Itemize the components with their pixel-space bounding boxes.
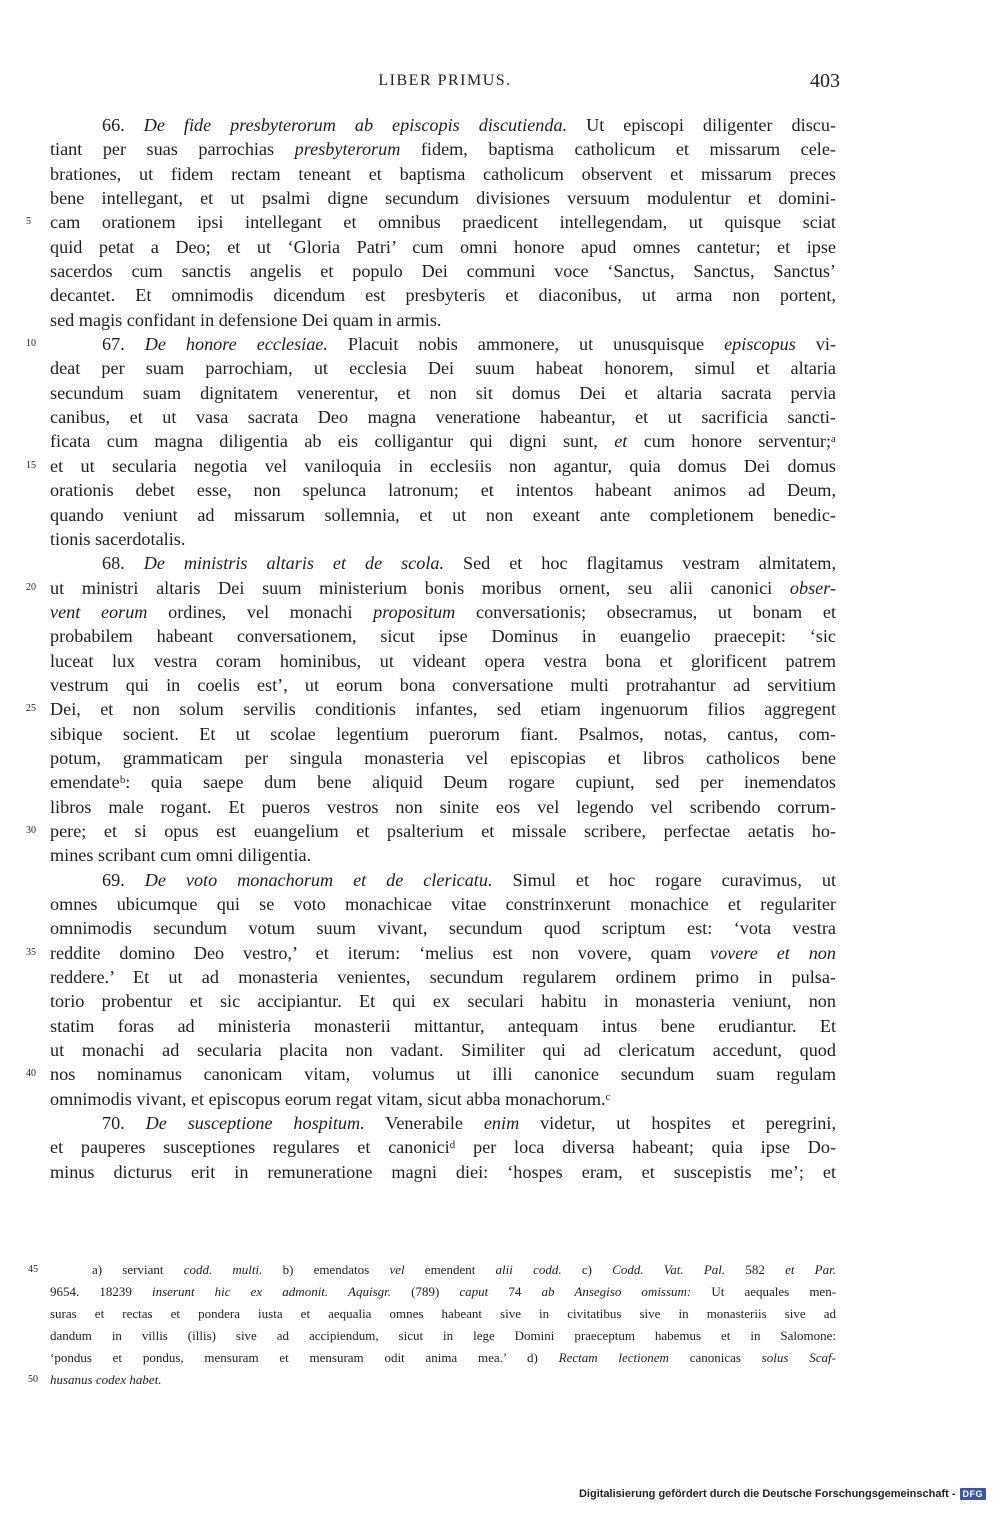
italic-span: De ministris altaris et de scola. — [143, 553, 445, 574]
text-span: a) serviant — [92, 1262, 184, 1277]
text-span: ut monachi ad secularia placita non vadant. Similiter qui ad clericatum accedunt, quod — [50, 1040, 836, 1061]
text-span: omnimodis secundum votum suum vivant, secundum quod scriptum est: ‘vota vestra — [50, 918, 836, 939]
text-line — [50, 892, 836, 916]
text-span: Placuit nobis ammonere, ut unusquisque — [327, 334, 725, 355]
text-line — [50, 1014, 836, 1038]
text-line — [50, 381, 836, 405]
text-span: reddere.’ Et ut ad monasteria venientes, secundum regularem ordinem primo in pulsa- — [50, 967, 836, 988]
text-line — [50, 1038, 836, 1062]
italic-span: Codd. Vat. Pal. — [612, 1262, 726, 1277]
text-line — [50, 722, 836, 746]
text-span: emendent — [404, 1262, 496, 1277]
italic-span: inserunt hic ex admonit. Aquisgr. — [151, 1284, 392, 1299]
text-line — [50, 1111, 836, 1135]
text-line — [50, 965, 836, 989]
text-line — [50, 673, 836, 697]
line-number: 40 — [26, 1068, 36, 1080]
italic-span: caput — [459, 1284, 489, 1299]
text-span: Ut aequales men- — [691, 1284, 837, 1299]
running-header — [0, 70, 1000, 96]
text-span: b) emendatos — [262, 1262, 390, 1277]
text-span: deat per suam parrochiam, ut ecclesia Dei suum habeat honorem, simul et altaria — [50, 358, 836, 379]
text-line — [50, 283, 836, 307]
line-number: 50 — [28, 1374, 38, 1385]
text-line — [26, 941, 836, 965]
text-line — [26, 819, 836, 843]
italic-span: propositum — [373, 601, 456, 622]
text-span: 66. — [102, 115, 144, 135]
text-line — [26, 1062, 836, 1086]
text-line — [50, 795, 836, 819]
italic-span: presbyterorum — [294, 139, 401, 160]
text-span: reddite domino Deo vestro,’ et iterum: ‘melius est non vovere, quam — [50, 942, 711, 963]
text-span: Simul et hoc rogare curavimus, ut — [492, 869, 837, 890]
text-line — [26, 576, 836, 600]
text-span: Sed et hoc flagitamus vestram almitatem, — [444, 553, 836, 574]
text-span: luceat lux vestra coram hominibus, ut videant opera vestra bona et glorificent patrem — [50, 650, 836, 671]
text-span: emendateᵇ: quia saepe dum bene aliquid Deum rogare cupiunt, sed per inemendatos — [50, 772, 836, 793]
text-span: Venerabile — [364, 1113, 484, 1134]
text-line — [50, 868, 836, 892]
text-line — [50, 624, 836, 648]
text-span: 67. — [102, 334, 145, 355]
footnote-line — [28, 1369, 836, 1391]
italic-span: vovere et non — [710, 942, 836, 963]
text-span: sacerdos cum sanctis angelis et populo Dei communi voce ‘Sanctus, Sanctus, Sanctus’ — [50, 261, 836, 282]
italic-span: codd. multi. — [183, 1262, 263, 1277]
text-span: 74 — [488, 1284, 542, 1299]
text-span: minus dicturus erit in remuneratione magni diei: ‘hospes eram, et suscepistis me’; et — [50, 1161, 836, 1182]
text-line — [50, 478, 836, 502]
line-number: 35 — [26, 946, 36, 958]
italic-span: et Par. — [785, 1262, 836, 1277]
text-span: ‘pondus et pondus, mensuram et mensuram odit anima mea.’ d) — [50, 1350, 559, 1365]
text-span: omnimodis vivant, et episcopus eorum regat vitam, sicut abba monachorum.ᶜ — [50, 1088, 611, 1109]
text-line — [50, 600, 836, 624]
italic-span: solus Scaf- — [761, 1350, 836, 1365]
text-line — [26, 210, 836, 234]
text-span: videtur, ut hospites et peregrini, — [519, 1113, 837, 1134]
text-span: vestrum qui in coelis est’, ut eorum bona conversatione multi protrahantur ad servitium — [50, 674, 836, 695]
footnote-line — [28, 1259, 836, 1281]
footnote-line — [50, 1303, 836, 1325]
text-span: probabilem habeant conversationem, sicut ipse Dominus in euangelio praecepit: ‘sic — [50, 626, 836, 647]
text-span: suras et rectas et pondera iusta et aequalia omnes habeant sive in civitatibus sive in monasteriis sive ad — [50, 1306, 836, 1321]
text-span: conversationis; obsecramus, ut bonam et — [455, 601, 836, 622]
text-span: c) — [561, 1262, 613, 1277]
italic-span: et — [614, 431, 628, 452]
italic-span: obser- — [789, 577, 836, 598]
text-span: cum honore serventur;ᵃ — [627, 431, 836, 452]
text-span: Dei, et non solum servilis conditionis infantes, sed etiam ingenuorum filios aggregent — [50, 699, 836, 720]
text-line — [26, 332, 837, 356]
line-number: 15 — [26, 459, 36, 471]
line-number: 45 — [28, 1264, 38, 1275]
text-span: canibus, et ut vasa sacrata Deo magna veneratione habeantur, et ut sacrificia sancti- — [50, 407, 836, 428]
italic-span: enim — [483, 1113, 520, 1134]
text-line — [50, 916, 836, 940]
italic-span: husanus codex habet. — [50, 1372, 162, 1387]
text-span: quid petat a Deo; et ut ‘Gloria Patri’ cum omni honore apud omnes cantetur; et ipse — [50, 236, 836, 257]
text-span: 582 — [725, 1262, 786, 1277]
text-span: libros male rogant. Et pueros vestros non sinite eos vel legendo vel scribendo corrum- — [50, 796, 836, 817]
italic-span: vent eorum — [50, 601, 148, 622]
page-number: 403 — [810, 70, 840, 92]
text-line — [50, 137, 836, 161]
text-line — [50, 356, 836, 380]
text-span: 9654. 18239 — [50, 1284, 152, 1299]
text-span: dandum in villis (illis) sive ad accipiendum, sicut in lege Domini praeceptum habemus et in Salomone: — [50, 1328, 836, 1343]
text-span: (789) — [391, 1284, 460, 1299]
italic-span: Rectam lectionem — [558, 1350, 669, 1365]
italic-span: De voto monachorum et de clericatu. — [144, 869, 493, 890]
text-line — [50, 308, 836, 332]
text-span: bene intellegant, et ut psalmi digne secundum divisiones versuum modulentur et domini- — [50, 188, 836, 209]
text-span: canonicas — [668, 1350, 762, 1365]
italic-span: De honore ecclesiae. — [144, 334, 328, 355]
footnote-line — [50, 1325, 836, 1347]
italic-span: vel — [389, 1262, 405, 1277]
text-line — [50, 1087, 836, 1111]
text-span: statim foras ad ministeria monasterii mittantur, antequam intus bene erudiantur. Et — [50, 1015, 836, 1036]
footnote-line — [50, 1347, 836, 1369]
text-line — [26, 454, 836, 478]
text-span: 69. — [102, 869, 145, 890]
line-number: 30 — [26, 824, 36, 836]
italic-span: De susceptione hospitum. — [145, 1113, 365, 1134]
italic-span: episcopus — [724, 334, 796, 355]
text-span: ut ministri altaris Dei suum ministerium bonis moribus ornent, seu alii canonici — [50, 577, 790, 598]
italic-span: ab Ansegiso omissum: — [541, 1284, 692, 1299]
text-span: mines scribant cum omni diligentia. — [50, 845, 312, 866]
text-span: Ut episcopi diligenter discu- — [567, 115, 836, 135]
text-line — [50, 1160, 836, 1184]
text-span: omnes ubicumque qui se voto monachicae vitae constrinxerunt monachice et regulariter — [50, 894, 836, 914]
text-line — [50, 405, 836, 429]
text-line — [50, 429, 836, 453]
text-span: 68. — [102, 553, 144, 574]
text-line — [50, 186, 836, 210]
text-line — [50, 1135, 836, 1159]
text-line — [50, 843, 836, 867]
text-line — [50, 746, 836, 770]
text-span: potum, grammaticam per singula monasteria vel episcopias et libros catholicos bene — [50, 747, 836, 768]
text-span: vi- — [795, 334, 837, 355]
text-span: pere; et si opus est euangelium et psalterium et missale scribere, perfectae aetatis ho- — [50, 820, 836, 841]
text-line — [50, 527, 836, 551]
text-span: torio probentur et sic accipiantur. Et qui ex seculari habitu in monasteria veniunt, non — [50, 991, 836, 1012]
line-number: 25 — [26, 703, 36, 715]
text-line — [50, 113, 836, 137]
text-span: sed magis confidant in defensione Dei quam in armis. — [50, 309, 442, 330]
line-number: 10 — [26, 338, 36, 350]
italic-span: De fide presbyterorum ab episcopis discutienda. — [143, 115, 568, 135]
text-line — [26, 697, 836, 721]
line-number: 5 — [26, 216, 31, 228]
text-span: et pauperes susceptiones regulares et canoniciᵈ per loca diversa habeant; quia ipse Do- — [50, 1137, 836, 1158]
footnotes — [28, 1259, 837, 1391]
text-line — [50, 503, 836, 527]
text-span: 70. — [102, 1113, 146, 1134]
text-span: tionis sacerdotalis. — [50, 528, 186, 549]
text-span: sibique socient. Et ut scolae legentium puerorum fiant. Psalmos, notas, cantus, com- — [50, 723, 836, 744]
text-line — [50, 235, 836, 259]
line-number: 20 — [26, 581, 36, 593]
text-span: fidem, baptisma catholicum et missarum cele- — [400, 139, 836, 160]
text-span: ordines, vel monachi — [147, 601, 374, 622]
digitization-credit — [579, 1488, 986, 1500]
footnote-line — [50, 1281, 836, 1303]
text-line — [50, 259, 836, 283]
text-span: tiant per suas parrochias — [50, 139, 295, 160]
text-line — [50, 649, 836, 673]
text-line — [50, 770, 836, 794]
text-line — [50, 162, 836, 186]
text-span: ficata cum magna diligentia ab eis colligantur qui digni sunt, — [50, 431, 615, 452]
text-span: decantet. Et omnimodis dicendum est presbyteris et diaconibus, ut arma non portent, — [50, 285, 836, 306]
text-span: orationis debet esse, non spelunca latronum; et intentos habeant animos ad Deum, — [50, 480, 836, 501]
text-span: secundum suam dignitatem venerentur, et non sit domus Dei et altaria sacrata pervia — [50, 382, 836, 403]
running-title: LIBER PRIMUS. — [378, 72, 512, 89]
text-line — [50, 989, 836, 1013]
italic-span: alii codd. — [495, 1262, 562, 1277]
text-span: quando veniunt ad missarum sollemnia, et ut non exeant ante completionem benedic- — [50, 504, 836, 525]
text-span: cam orationem ipsi intellegant et omnibus praedicent intellegendam, ut quisque sciat — [50, 212, 836, 233]
dfg-logo: DFG — [960, 1488, 987, 1500]
text-span: nos nominamus canonicam vitam, volumus ut illi canonice secundum suam regulam — [50, 1064, 836, 1085]
main-text — [26, 113, 837, 1184]
text-span: et ut secularia negotia vel vaniloquia in ecclesiis non agantur, quia domus Dei domus — [50, 455, 836, 476]
credit-text: Digitalisierung gefördert durch die Deutsche Forschungsgemeinschaft - — [578, 1488, 956, 1500]
text-line — [50, 551, 836, 575]
text-span: brationes, ut fidem rectam teneant et baptisma catholicum observent et missarum preces — [50, 163, 836, 184]
